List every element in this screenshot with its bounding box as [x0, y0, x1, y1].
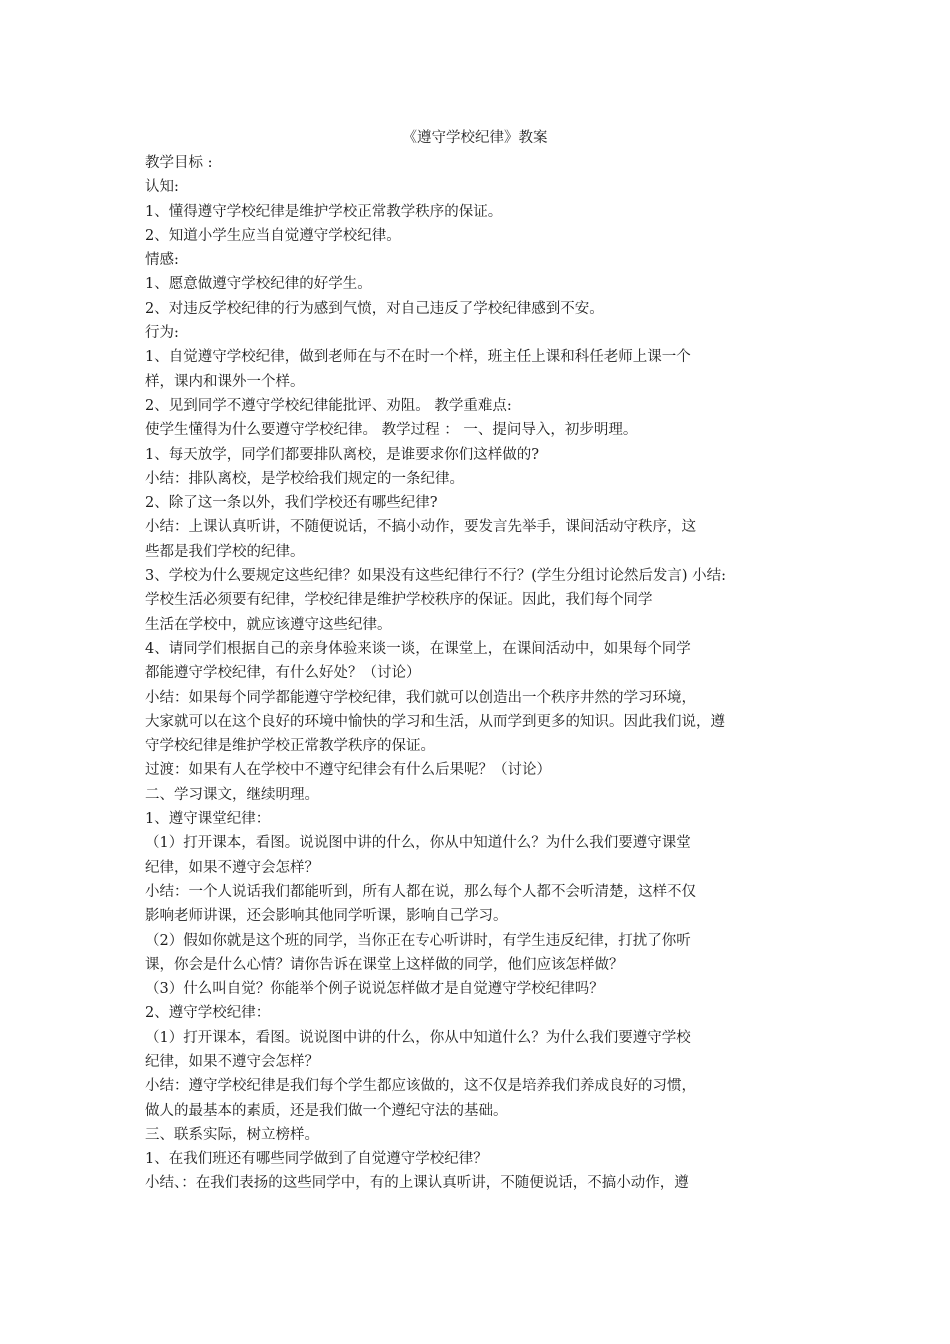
text-line: 课，你会是什么心情？请你告诉在课堂上这样做的同学，他们应该怎样做？	[145, 956, 624, 973]
text-line: 三、联系实际，树立榜样。	[145, 1126, 319, 1143]
text-line: 小结：上课认真听讲，不随便说话，不搞小动作，要发言先举手，课间活动守秩序，这	[145, 519, 696, 536]
text-line: 1、遵守课堂纪律：	[145, 811, 271, 828]
text-line: （3）什么叫自觉？你能举个例子说说怎样做才是自觉遵守学校纪律吗？	[145, 981, 604, 998]
text-line: 过渡：如果有人在学校中不遵守纪律会有什么后果呢？（讨论）	[145, 762, 551, 779]
document-title: 《遵守学校纪律》教案	[402, 130, 548, 146]
text-line: 1、自觉遵守学校纪律，做到老师在与不在时一个样，班主任上课和科任老师上课一个	[145, 349, 691, 366]
text-line: 行为:	[145, 325, 179, 342]
text-line: 些都是我们学校的纪律。	[145, 543, 305, 560]
text-line: 小结：遵守学校纪律是我们每个学生都应该做的，这不仅是培养我们养成良好的习惯，	[145, 1078, 696, 1095]
text-line: 3、学校为什么要规定这些纪律？如果没有这些纪律行不行？(学生分组讨论然后发言) 小结:	[145, 568, 727, 585]
text-line: 纪律，如果不遵守会怎样？	[145, 859, 319, 876]
text-line: 样，课内和课外一个样。	[145, 373, 305, 390]
text-line: 做人的最基本的素质，还是我们做一个遵纪守法的基础。	[145, 1102, 508, 1119]
text-line: 1、愿意做遵守学校纪律的好学生。	[145, 276, 372, 293]
text-line: 教学目标 :	[145, 155, 213, 171]
text-line: 2、遵守学校纪律：	[145, 1005, 271, 1022]
text-line: 1、懂得遵守学校纪律是维护学校正常教学秩序的保证。	[145, 203, 503, 220]
document-body	[145, 151, 815, 1196]
text-line: 小结：如果每个同学都能遵守学校纪律，我们就可以创造出一个秩序井然的学习环境，	[145, 689, 696, 706]
text-line: 2、对违反学校纪律的行为感到气愤，对自己违反了学校纪律感到不安。	[145, 300, 604, 317]
text-line: 都能遵守学校纪律，有什么好处？（讨论）	[145, 665, 421, 682]
text-line: 使学生懂得为什么要遵守学校纪律。 教学过程 ： 一、提问导入，初步明理。	[145, 422, 638, 439]
text-line: （1）打开课本，看图。说说图中讲的什么，你从中知道什么？为什么我们要遵守学校	[145, 1029, 691, 1046]
text-line: 守学校纪律是维护学校正常教学秩序的保证。	[145, 738, 435, 755]
text-line: 影响老师讲课，还会影响其他同学听课，影响自己学习。	[145, 908, 508, 925]
text-line: 二、学习课文，继续明理。	[145, 786, 319, 803]
text-line: 认知:	[145, 179, 179, 196]
text-line: 2、知道小学生应当自觉遵守学校纪律。	[145, 227, 401, 244]
text-line: （2）假如你就是这个班的同学，当你正在专心听讲时，有学生违反纪律，打扰了你听	[145, 932, 691, 949]
text-line: 4、请同学们根据自己的亲身体验来谈一谈，在课堂上，在课间活动中，如果每个同学	[145, 640, 691, 657]
text-line: 学校生活必须要有纪律，学校纪律是维护学校秩序的保证。因此，我们每个同学	[145, 592, 653, 609]
text-line: 大家就可以在这个良好的环境中愉快的学习和生活，从而学到更多的知识。因此我们说，遵	[145, 713, 725, 730]
text-line: 小结、：在我们表扬的这些同学中，有的上课认真听讲，不随便说话，不搞小动作，遵	[145, 1175, 689, 1192]
text-line: 纪律，如果不遵守会怎样？	[145, 1053, 319, 1070]
text-line: 2、除了这一条以外，我们学校还有哪些纪律?	[145, 495, 438, 512]
text-line: 1、在我们班还有哪些同学做到了自觉遵守学校纪律？	[145, 1151, 488, 1168]
text-line: （1）打开课本，看图。说说图中讲的什么，你从中知道什么？为什么我们要遵守课堂	[145, 835, 691, 852]
text-line: 2、见到同学不遵守学校纪律能批评、劝阻。 教学重难点:	[145, 397, 512, 414]
text-line: 生活在学校中，就应该遵守这些纪律。	[145, 616, 392, 633]
text-line: 情感:	[145, 252, 179, 269]
text-line: 小结：一个人说话我们都能听到，所有人都在说，那么每个人都不会听清楚，这样不仅	[145, 883, 696, 900]
text-line: 小结：排队离校，是学校给我们规定的一条纪律。	[145, 470, 464, 487]
text-line: 1、每天放学，同学们都要排队离校，是谁要求你们这样做的?	[145, 446, 539, 463]
